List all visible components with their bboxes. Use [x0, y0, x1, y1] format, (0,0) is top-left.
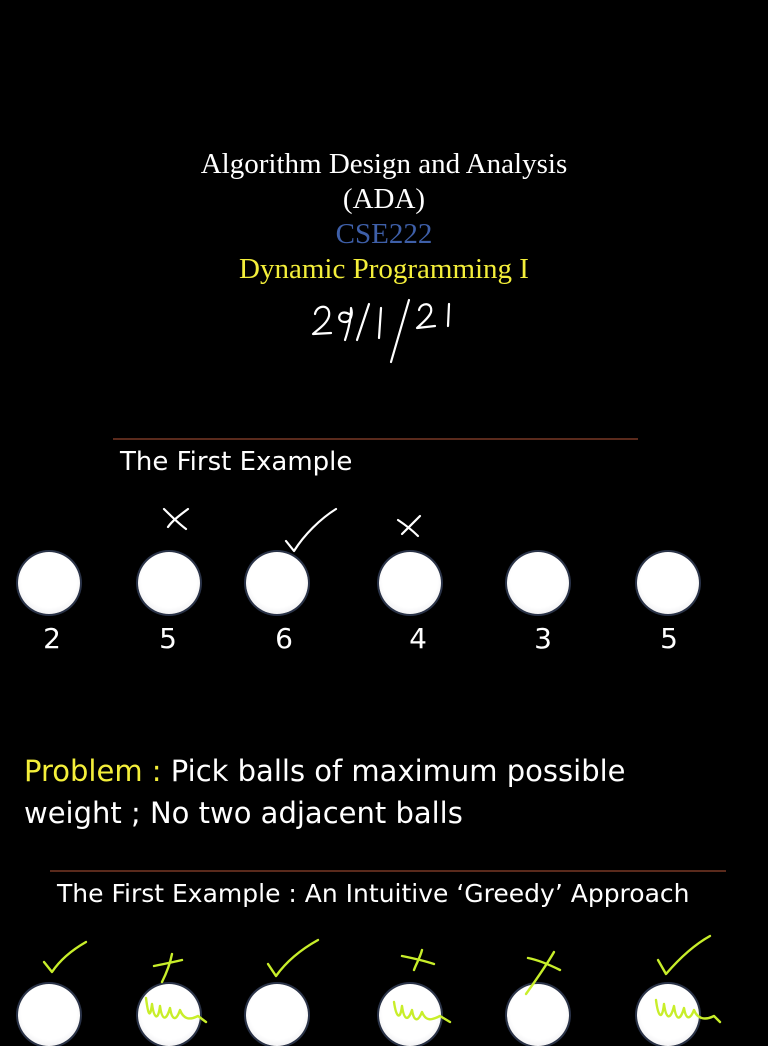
- ball: [18, 984, 80, 1046]
- ball-weight: 5: [159, 622, 177, 655]
- scribble-icon: [388, 990, 458, 1024]
- handwritten-date: [305, 296, 465, 366]
- greedy-heading: The First Example : An Intuitive ‘Greedy’ Approach: [57, 879, 690, 908]
- ball-weight: 5: [660, 622, 678, 655]
- cross-mark-icon: [160, 503, 194, 533]
- cross-mark-icon: [520, 948, 564, 998]
- lecture-acronym: (ADA): [342, 183, 426, 215]
- ball: [246, 552, 308, 614]
- check-mark-icon: [654, 932, 716, 980]
- check-mark-icon: [282, 505, 342, 555]
- section-divider: [50, 870, 726, 872]
- cross-mark-icon: [150, 952, 186, 986]
- scribble-icon: [650, 986, 724, 1024]
- lecture-topic: Dynamic Programming I: [239, 253, 529, 285]
- ball: [637, 552, 699, 614]
- ball-weight: 4: [409, 622, 427, 655]
- cross-mark-icon: [394, 512, 426, 540]
- problem-text: Pick balls of maximum possible weight ; No two adjacent balls: [24, 754, 626, 830]
- ball-weight: 6: [275, 622, 293, 655]
- ball: [246, 984, 308, 1046]
- problem-statement: [24, 750, 664, 834]
- ball: [379, 552, 441, 614]
- ball: [507, 552, 569, 614]
- lecture-title: Algorithm Design and Analysis: [200, 148, 568, 180]
- check-mark-icon: [40, 938, 92, 978]
- check-mark-icon: [264, 936, 324, 982]
- cross-mark-icon: [398, 946, 438, 974]
- scribble-icon: [140, 984, 210, 1024]
- example-heading: The First Example: [120, 447, 353, 477]
- ball: [18, 552, 80, 614]
- ball: [138, 552, 200, 614]
- ball-weight: 3: [534, 622, 552, 655]
- problem-label: Problem :: [24, 754, 162, 788]
- course-code: CSE222: [335, 218, 433, 250]
- section-divider: [113, 438, 638, 440]
- ball-weight: 2: [43, 622, 61, 655]
